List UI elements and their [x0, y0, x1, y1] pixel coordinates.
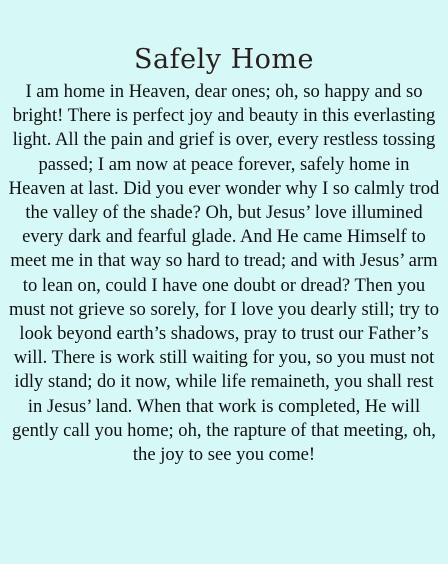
poem-title: Safely Home	[134, 44, 314, 75]
poem-body: I am home in Heaven, dear ones; oh, so happy and so bright! There is perfect joy and beauty in this everlasting light. All the pain and grief is over, every restless tossing passed; I am now at peace forever, safely home in Heaven at last. Did you ever wonder why I so calmly trod the valley of the shade? Oh, but Jesus’ love illumined every dark and fearful glade. And He came Himself to meet me in that way so hard to tread; and with Jesus’ arm to lean on, could I have one doubt or dread? Then you must not grieve so sorely, for I love you dearly still; try to look beyond earth’s shadows, pray to trust our Father’s will. There is work still waiting for you, so you must not idly stand; do it now, while life remaineth, you shall rest in Jesus’ land. When that work is completed, He will gently call you home; oh, the rapture of that meeting, oh, the joy to see you come!	[8, 81, 440, 466]
